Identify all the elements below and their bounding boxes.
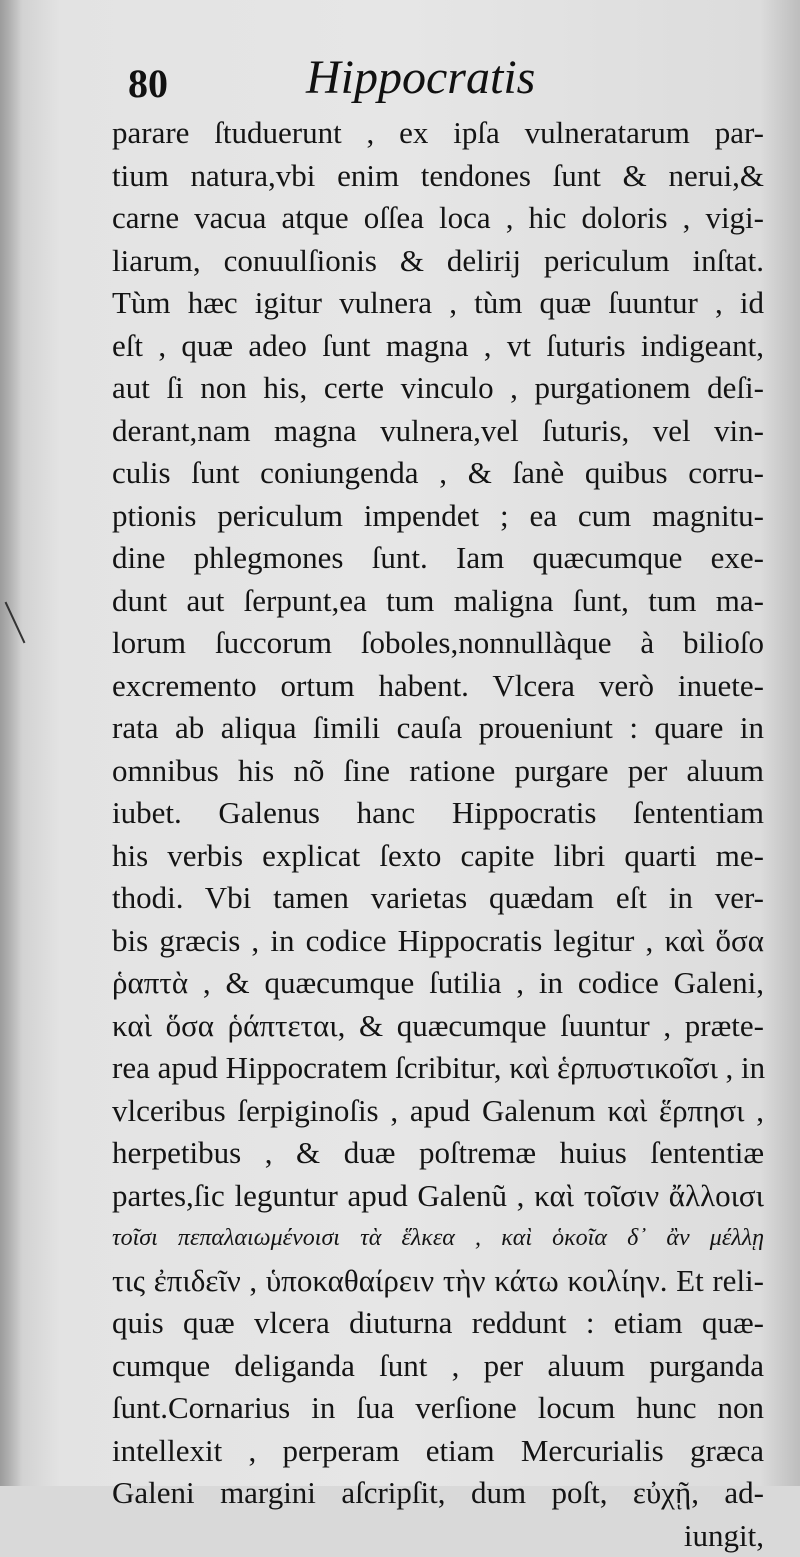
body-text — [112, 112, 764, 1557]
text-line: eſt , quæ adeo ſunt magna , vt ſuturis indigeant, — [112, 325, 764, 368]
text-line: intellexit , perperam etiam Mercurialis græca — [112, 1430, 764, 1473]
text-line: partes,ſic leguntur apud Galenũ , καὶ τοῖσιν ἄλλοισι — [112, 1175, 764, 1218]
page-header — [128, 50, 728, 110]
text-line: Tùm hæc igitur vulnera , tùm quæ ſuuntur , id — [112, 282, 764, 325]
text-line: καὶ ὅσα ῥάπτεται, & quæcumque ſuuntur , præte- — [112, 1005, 764, 1048]
text-line: rea apud Hippocratem ſcribitur, καὶ ἑρπυστικοῖσι , in — [112, 1047, 764, 1090]
text-line: liarum, conuulſionis & delirij periculum inſtat. — [112, 240, 764, 283]
text-line: his verbis explicat ſexto capite libri quarti me- — [112, 835, 764, 878]
text-line: herpetibus , & duæ poſtremæ huius ſententiæ — [112, 1132, 764, 1175]
text-line: derant,nam magna vulnera,vel ſuturis, vel vin- — [112, 410, 764, 453]
text-line: quis quæ vlcera diuturna reddunt : etiam quæ- — [112, 1302, 764, 1345]
text-line: τις ἐπιδεῖν , ὑποκαθαίρειν τὴν κάτω κοιλίην. Et reli- — [112, 1260, 764, 1303]
text-line: tium natura,vbi enim tendones ſunt & nerui,& — [112, 155, 764, 198]
text-line: parare ſtuduerunt , ex ipſa vulneratarum par- — [112, 112, 764, 155]
text-line: ptionis periculum impendet ; ea cum magnitu- — [112, 495, 764, 538]
text-line: bis græcis , in codice Hippocratis legitur , καὶ ὅσα — [112, 920, 764, 963]
text-line: carne vacua atque oſſea loca , hic doloris , vigi- — [112, 197, 764, 240]
text-line: cumque deliganda ſunt , per aluum purganda — [112, 1345, 764, 1388]
text-line: iubet. Galenus hanc Hippocratis ſententiam — [112, 792, 764, 835]
text-line: ſunt.Cornarius in ſua verſione locum hunc non — [112, 1387, 764, 1430]
text-line: thodi. Vbi tamen varietas quædam eſt in ver- — [112, 877, 764, 920]
text-line: dunt aut ſerpunt,ea tum maligna ſunt, tum ma- — [112, 580, 764, 623]
text-line: culis ſunt coniungenda , & ſanè quibus corru- — [112, 452, 764, 495]
text-line: aut ſi non his, certe vinculo , purgationem deſi- — [112, 367, 764, 410]
text-line: vlceribus ſerpiginoſis , apud Galenum καὶ ἕρπησι , — [112, 1090, 764, 1133]
text-line: Galeni margini aſcripſit, dum poſt, εὐχῇ, ad- — [112, 1472, 764, 1515]
catchword: iungit, — [112, 1515, 764, 1557]
text-line-greek: τοῖσι πεπαλαιωμένοισι τὰ ἕλκεα , καὶ ὁκοῖα δ᾽ ἂν μέλλῃ — [112, 1217, 764, 1260]
page-number: 80 — [128, 60, 168, 107]
running-head: Hippocratis — [306, 50, 535, 105]
text-line: dine phlegmones ſunt. Iam quæcumque exe- — [112, 537, 764, 580]
text-line: lorum ſuccorum ſoboles,nonnullàque à bilioſo — [112, 622, 764, 665]
text-line: excremento ortum habent. Vlcera verò inuete- — [112, 665, 764, 708]
text-line: rata ab aliqua ſimili cauſa proueniunt : quare in — [112, 707, 764, 750]
text-line: omnibus his nõ ſine ratione purgare per aluum — [112, 750, 764, 793]
gutter-shadow — [0, 0, 22, 1486]
text-line: ῥαπτὰ , & quæcumque ſutilia , in codice Galeni, — [112, 962, 764, 1005]
